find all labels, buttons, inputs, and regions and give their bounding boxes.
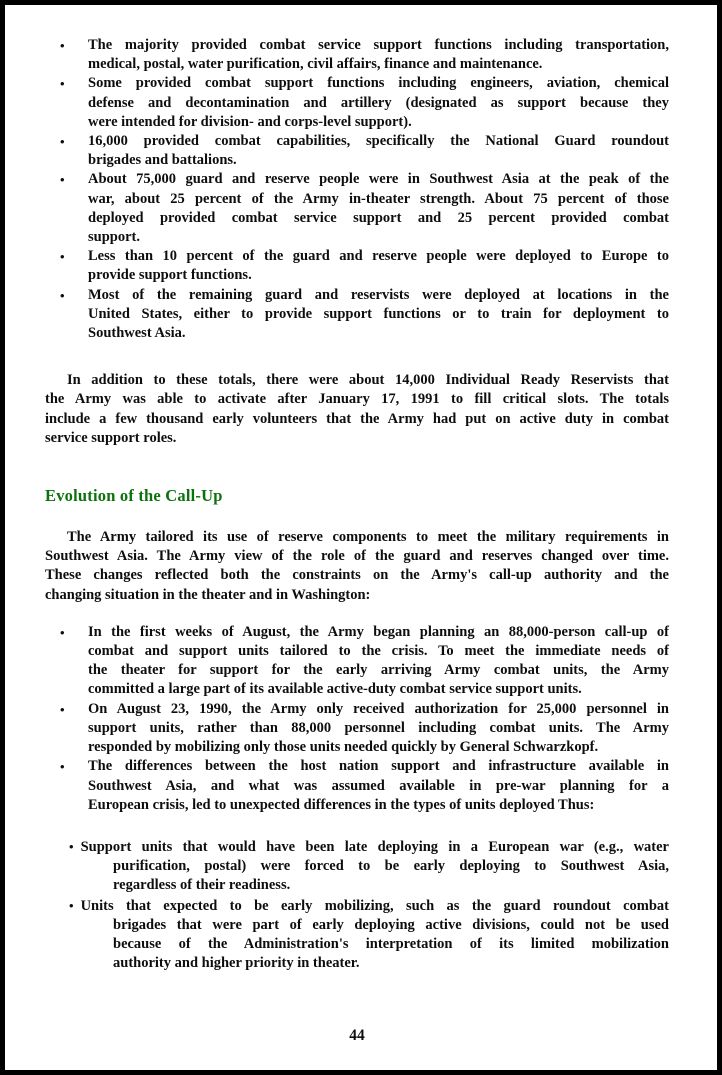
bullet-item — [45, 132, 669, 170]
bullet-icon: • — [60, 249, 65, 265]
text-line: committed a large part of its available active-duty combat service support units. — [88, 681, 582, 698]
bullet-item — [45, 623, 669, 700]
text-line: 16,000 provided combat capabilities, specifically the National Guard roundout — [88, 133, 669, 150]
text-line: Most of the remaining guard and reservists were deployed at locations in the — [88, 286, 669, 303]
nested-bullet-item — [69, 896, 669, 974]
bullet-item — [45, 757, 669, 815]
bullet-icon: • — [60, 134, 65, 150]
bullet-text — [88, 132, 669, 170]
bullet-icon: • — [60, 759, 65, 775]
totals-paragraph — [45, 371, 669, 448]
text-line: medical, postal, water purification, civil affairs, finance and maintenance. — [88, 56, 543, 73]
text-line: In the first weeks of August, the Army began planning an 88,000-person call-up of — [88, 623, 669, 640]
text-line: The majority provided combat service support functions including transportation, — [88, 37, 669, 53]
bullet-text — [88, 286, 669, 344]
text-line: support. — [88, 229, 140, 246]
bullet-icon: • — [60, 701, 65, 717]
text-line: The Army tailored its use of reserve components to meet the military requirements in — [67, 529, 669, 546]
callup-bullet-list — [45, 623, 669, 815]
text-line: Southwest Asia. — [88, 325, 186, 342]
text-line: • Support units that would have been late deploying in a European war (e.g., water — [69, 838, 669, 855]
text-line: Southwest Asia, and what was assumed available in pre-war planning for a — [88, 777, 669, 794]
text-line: Less than 10 percent of the guard and reserve people were deployed to Europe to — [88, 248, 669, 265]
text-line: because of the Administration's interpretation of its limited mobilization — [113, 935, 669, 952]
bullet-icon: • — [60, 287, 65, 303]
bullet-text — [88, 74, 669, 132]
bullet-icon: • — [69, 838, 74, 854]
text-line: authority and higher priority in theater. — [113, 955, 360, 972]
text-line: brigades and battalions. — [88, 152, 237, 169]
text-line: These changes reflected both the constraints on the Army's call-up authority and the — [45, 567, 669, 584]
text-line: Some provided combat support functions including engineers, aviation, chemical — [88, 75, 669, 92]
bullet-item — [45, 36, 669, 74]
bullet-item — [45, 700, 669, 758]
bullet-text — [88, 623, 669, 700]
bullet-text — [88, 757, 669, 815]
bullet-icon: • — [60, 624, 65, 640]
bullet-icon: • — [69, 897, 74, 913]
text-line: regardless of their readiness. — [113, 877, 291, 894]
text-line: United States, either to provide support functions or to train for deployment to — [88, 305, 669, 322]
section-heading-evolution-of-the-call-up: Evolution of the Call-Up — [45, 486, 223, 506]
text-line: were intended for division- and corps-level support). — [88, 113, 412, 130]
text-line: support units, rather than 88,000 personnel including combat units. The Army — [88, 719, 669, 736]
nested-bullet-list — [45, 837, 669, 973]
bullet-item — [45, 74, 669, 132]
bullet-item — [45, 286, 669, 344]
page-content — [5, 5, 717, 1046]
text-line: provide support functions. — [88, 267, 252, 284]
bullet-text — [88, 36, 669, 74]
bullet-text — [88, 247, 669, 285]
text-line: European crisis, led to unexpected differences in the types of units deployed Thus: — [88, 796, 595, 813]
nested-bullet-item — [69, 837, 669, 896]
page-number: 44 — [349, 1027, 365, 1045]
text-line: the Army was able to activate after January 17, 1991 to fill critical slots. The totals — [45, 391, 669, 408]
text-line: On August 23, 1990, the Army only received authorization for 25,000 personnel in — [88, 700, 669, 717]
text-line: combat and support units tailored to the crisis. To meet the immediate needs of — [88, 643, 669, 660]
text-line: changing situation in the theater and in Washington: — [45, 586, 371, 603]
text-line: • Units that expected to be early mobilizing, such as the guard roundout combat — [69, 897, 669, 914]
deployment-summary-bullet-list — [45, 36, 669, 343]
text-line: deployed provided combat service support and 25 percent provided combat — [88, 209, 669, 226]
bullet-icon: • — [60, 172, 65, 188]
text-line: include a few thousand early volunteers that the Army had put on active duty in combat — [45, 410, 669, 427]
text-line: The differences between the host nation support and infrastructure available in — [88, 758, 669, 775]
text-line: purification, postal) were forced to be early deploying to Southwest Asia, — [113, 858, 669, 875]
text-line: service support roles. — [45, 429, 177, 446]
text-line: brigades that were part of early deploying active divisions, could not be used — [113, 916, 669, 933]
text-line: Southwest Asia. The Army view of the role of the guard and reserves changed over time. — [45, 548, 669, 565]
bullet-item — [45, 170, 669, 247]
bullet-text — [88, 170, 669, 247]
text-line: In addition to these totals, there were about 14,000 Individual Ready Reservists that — [67, 372, 669, 389]
text-line: war, about 25 percent of the Army in-theater strength. About 75 percent of those — [88, 190, 669, 207]
bullet-item — [45, 247, 669, 285]
bullet-text — [88, 700, 669, 758]
text-line: responded by mobilizing only those units needed quickly by General Schwarzkopf. — [88, 739, 599, 756]
bullet-icon: • — [60, 38, 65, 53]
text-line: the theater for support for the early arriving Army combat units, the Army — [88, 662, 669, 679]
text-line: About 75,000 guard and reserve people were in Southwest Asia at the peak of the — [88, 171, 669, 188]
evolution-intro-paragraph — [45, 528, 669, 605]
text-line: defense and decontamination and artillery (designated as support because they — [88, 94, 669, 111]
bullet-icon: • — [60, 76, 65, 92]
